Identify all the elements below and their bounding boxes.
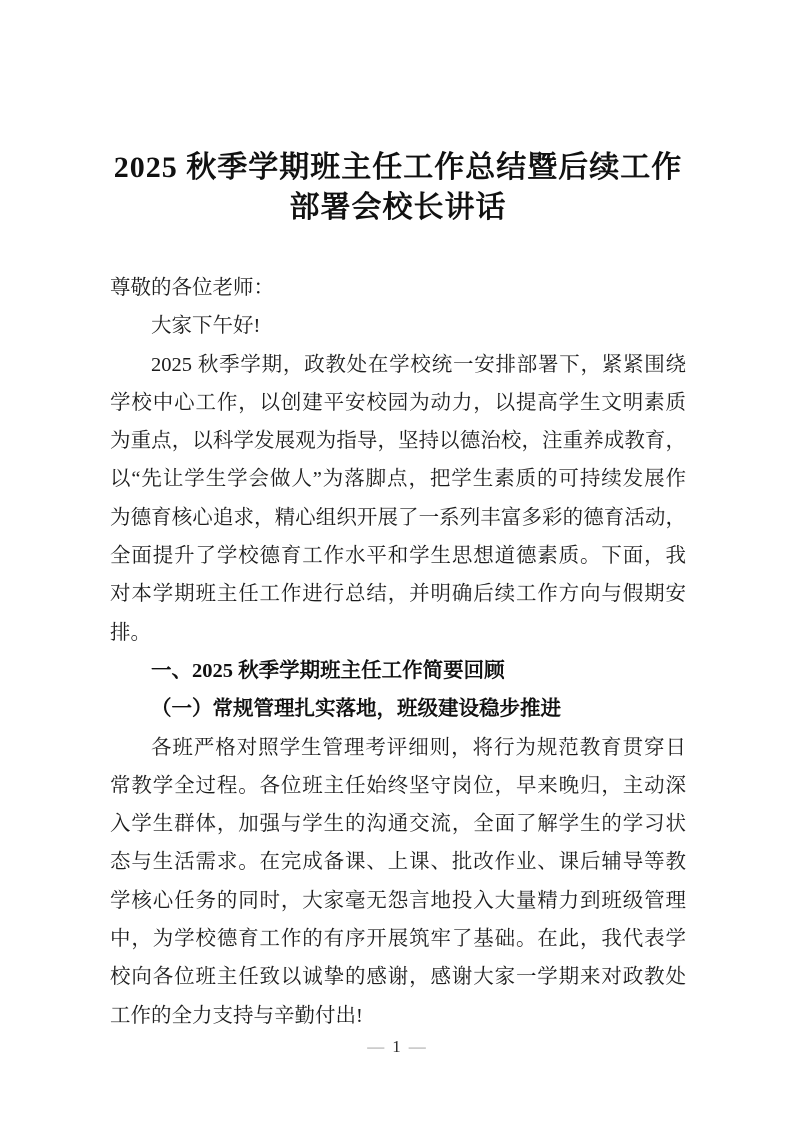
body-line: 全面提升了学校德育工作水平和学生思想道德素质。下面，我 xyxy=(110,545,686,568)
body-line: 态与生活需求。在完成备课、上课、批改作业、课后辅导等教 xyxy=(110,851,686,874)
body-line: 学校中心工作，以创建平安校园为动力，以提高学生文明素质 xyxy=(110,391,686,414)
subsection-heading: （一）常规管理扎实落地，班级建设稳步推进 xyxy=(151,698,561,721)
body-line: 常教学全过程。各位班主任始终坚守岗位，早来晚归，主动深 xyxy=(110,774,686,797)
body-line: 入学生群体，加强与学生的沟通交流，全面了解学生的学习状 xyxy=(110,813,686,836)
salutation-line: 尊敬的各位老师： xyxy=(110,277,274,299)
paragraph-intro xyxy=(110,346,686,652)
body-line: 中，为学校德育工作的有序开展筑牢了基础。在此，我代表学 xyxy=(110,928,686,951)
document-body xyxy=(110,269,686,1035)
body-line: 以“先让学生学会做人”为落脚点，把学生素质的可持续发展作 xyxy=(110,468,686,491)
body-line: 校向各位班主任致以诚挚的感谢，感谢大家一学期来对政教处 xyxy=(110,966,686,989)
body-line: 2025 秋季学期，政教处在学校统一安排部署下，紧紧围绕 xyxy=(151,353,686,376)
page-number-dash-left: — xyxy=(367,1037,385,1056)
page-content xyxy=(110,0,686,1035)
footer-page-number xyxy=(0,1036,793,1058)
greeting-line: 大家下午好! xyxy=(151,315,261,338)
body-line: 为德育核心追求，精心组织开展了一系列丰富多彩的德育活动， xyxy=(110,506,686,529)
body-line: 对本学期班主任工作进行总结，并明确后续工作方向与假期安 xyxy=(110,583,686,606)
title-line-1: 2025 秋季学期班主任工作总结暨后续工作 xyxy=(113,151,683,184)
document-title xyxy=(110,148,686,228)
body-line: 排。 xyxy=(110,621,151,644)
paragraph-routine-management xyxy=(110,729,686,1035)
body-line: 学核心任务的同时，大家毫无怨言地投入大量精力到班级管理 xyxy=(110,889,686,912)
body-line: 各班严格对照学生管理考评细则，将行为规范教育贯穿日 xyxy=(151,736,686,759)
page-number-value: 1 xyxy=(392,1037,401,1056)
section-heading: 一、2025 秋季学期班主任工作简要回顾 xyxy=(151,659,505,682)
title-line-2: 部署会校长讲话 xyxy=(289,191,507,224)
body-line: 工作的全力支持与辛勤付出! xyxy=(110,1004,363,1027)
body-line: 为重点，以科学发展观为指导，坚持以德治校，注重养成教育， xyxy=(110,430,686,453)
page-number-dash-right: — xyxy=(408,1037,426,1056)
